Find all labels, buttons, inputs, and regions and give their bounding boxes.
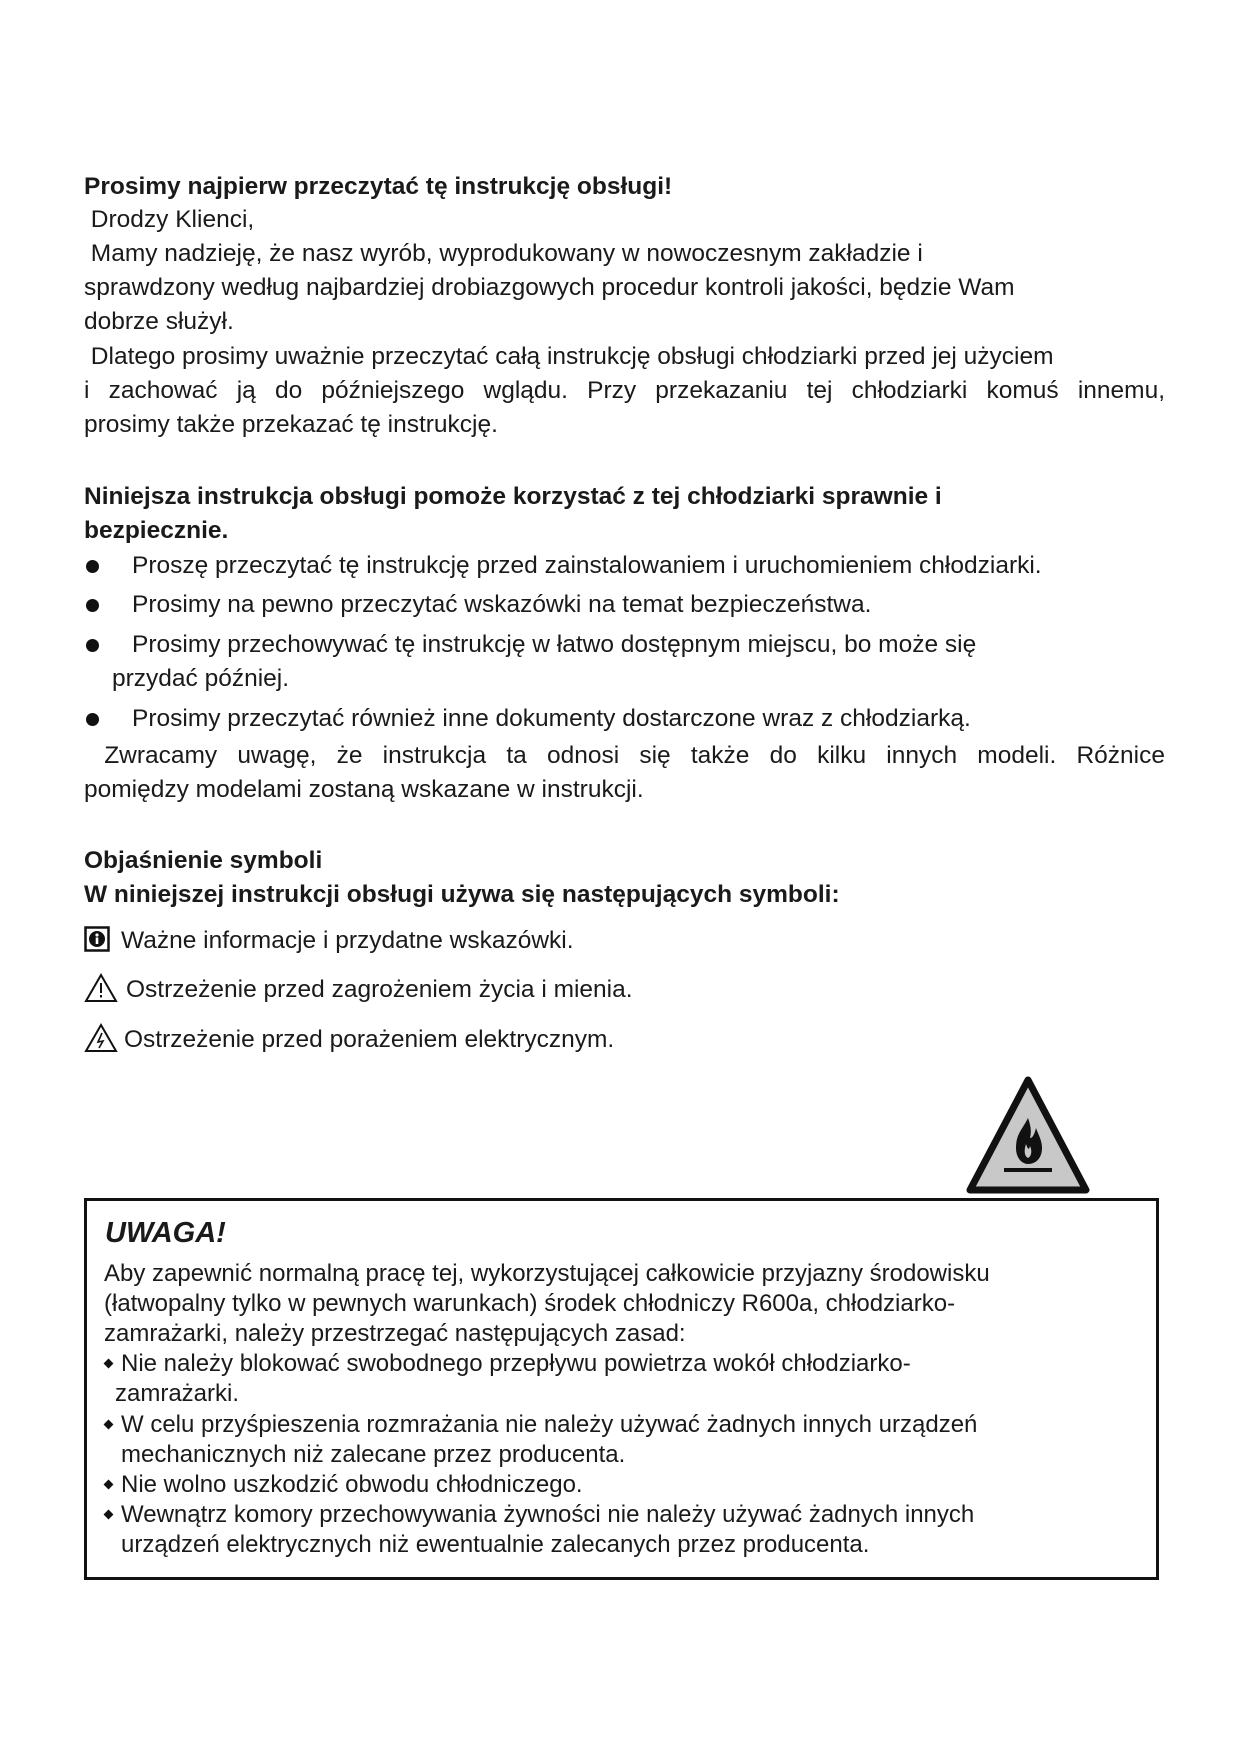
- info-icon: [84, 926, 110, 952]
- warning-title: UWAGA!: [105, 1217, 226, 1249]
- intro-para2-line3: prosimy także przekazać tę instrukcję.: [84, 411, 498, 438]
- intro-para2-line2: i zachować ją do późniejszego wglądu. Przy przekazaniu tej chłodziarki komuś innemu,: [84, 377, 1165, 404]
- guide-heading-line2: bezpiecznie.: [84, 517, 229, 544]
- symbol-label: Ostrzeżenie przed porażeniem elektrycznym.: [124, 1026, 615, 1053]
- flammable-warning-icon: [964, 1074, 1092, 1196]
- warning-bullet-continuation: mechanicznych niż zalecane przez producenta.: [121, 1441, 626, 1468]
- guide-bullet-continuation: przydać później.: [112, 665, 290, 692]
- intro-para1-line2: sprawdzony według najbardziej drobiazgowych procedur kontroli jakości, będzie Wam: [84, 274, 1015, 301]
- warning-bullet-continuation: urządzeń elektrycznych niż ewentualnie zalecanych przez producenta.: [121, 1531, 870, 1558]
- symbol-label: Ważne informacje i przydatne wskazówki.: [121, 927, 574, 954]
- intro-heading: Prosimy najpierw przeczytać tę instrukcję obsługi!: [84, 173, 673, 200]
- warning-intro-line2: (łatwopalny tylko w pewnych warunkach) środek chłodniczy R600a, chłodziarko-: [104, 1290, 956, 1317]
- symbols-heading: Objaśnienie symboli: [84, 847, 323, 874]
- diamond-bullet-icon: [104, 1510, 114, 1520]
- warning-box: UWAGA! Aby zapewnić normalną pracę tej, wykorzystującej całkowicie przyjazny środowisku (łatwopalny tylko w pewnych warunkach) środek chłodniczy R600a, chłodziarko- zamrażarki, należy przestrzegać następujących zasad: Nie należy blokować swobodnego przepływu powietrza wokół chłodziarko- zamrażarki. W celu przyśpieszenia rozmrażania nie należy używać żadnych innych urządzeń mechanicznych niż zalecane przez producenta. Nie wolno uszkodzić obwodu chłodniczego. Wewnątrz komory przechowywania żywności nie należy używać żadnych innych urządzeń elektrycznych niż ewentualnie zalecanych przez producenta.: [84, 1198, 1159, 1580]
- diamond-bullet-icon: [104, 1359, 114, 1369]
- symbols-subheading: W niniejszej instrukcji obsługi używa się następujących symboli:: [84, 881, 840, 908]
- guide-note-line2: pomiędzy modelami zostaną wskazane w instrukcji.: [84, 776, 644, 803]
- bullet-dot-icon: [86, 639, 99, 652]
- diamond-bullet-icon: [104, 1420, 114, 1430]
- warning-bullet-continuation: zamrażarki.: [115, 1380, 240, 1407]
- bullet-dot-icon: [86, 560, 99, 573]
- symbol-label: Ostrzeżenie przed zagrożeniem życia i mienia.: [126, 976, 633, 1003]
- warning-intro-line3: zamrażarki, należy przestrzegać następujących zasad:: [104, 1320, 686, 1347]
- bullet-dot-icon: [86, 599, 99, 612]
- diamond-bullet-icon: [104, 1480, 114, 1490]
- warning-triangle-icon: [84, 973, 118, 1003]
- electric-warning-icon: [84, 1023, 118, 1053]
- intro-para1-line3: dobrze służył.: [84, 308, 234, 335]
- greeting: Drodzy Klienci,: [84, 206, 255, 233]
- warning-intro-line1: Aby zapewnić normalną pracę tej, wykorzystującej całkowicie przyjazny środowisku: [104, 1260, 990, 1287]
- guide-note-line1: Zwracamy uwagę, że instrukcja ta odnosi się także do kilku innych modeli. Różnice: [84, 742, 1165, 769]
- guide-heading-line1: Niniejsza instrukcja obsługi pomoże korzystać z tej chłodziarki sprawnie i: [84, 483, 942, 510]
- bullet-dot-icon: [86, 713, 99, 726]
- intro-para1-line1: Mamy nadzieję, że nasz wyrób, wyprodukowany w nowoczesnym zakładzie i: [84, 240, 923, 267]
- intro-para2-line1: Dlatego prosimy uważnie przeczytać całą instrukcję obsługi chłodziarki przed jej użyciem: [84, 343, 1054, 370]
